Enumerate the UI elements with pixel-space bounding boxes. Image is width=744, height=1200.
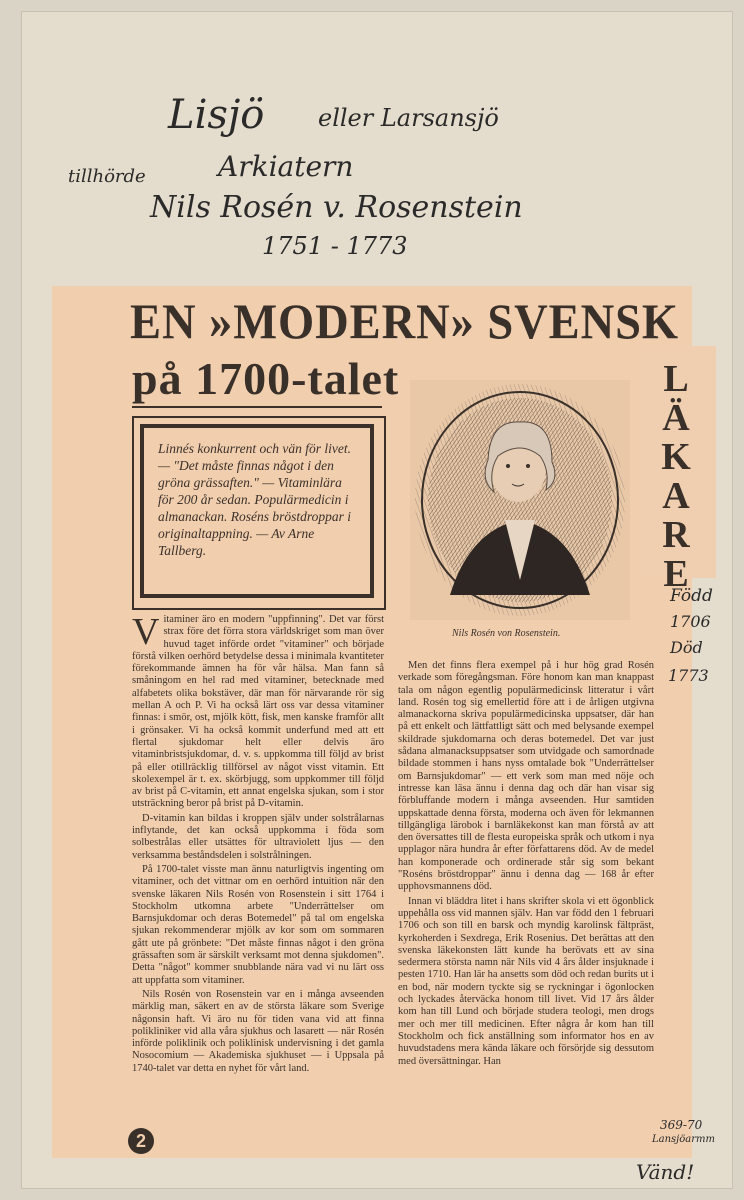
archive-label: Lansjöarmm (652, 1134, 716, 1145)
handwritten-tillhorde: tillhörde (68, 166, 146, 187)
margin-note-fodd: Född (670, 586, 713, 606)
summary-text: Linnés konkurrent och vän för livet. — "Det måste finnas något i den gröna grässaften." — Vitaminlära för 200 år sedan. Populärmedicin i almanackan. Roséns bröstdroppar i originaltappning. — Av Arne Tallberg. (158, 441, 351, 558)
handwritten-arkiatern: Arkiatern (218, 150, 354, 183)
article-column-1 (132, 614, 384, 1126)
col1-paragraph-3: På 1700-talet visste man ännu naturligtvis ingenting om vitaminer, och det vittnar om en oerhörd intuition när den svenske läkaren Nils Rosén von Rosenstein i sitt 1764 i Stockholm utkomna arbete "Underrättelser om Barnsjukdomar och deras Botemedel" på tal om engelska sjukan rekommenderar mjölk av kor som om sommaren gått ute på grönbete: "Det måste finnas något i den gröna grässaften som är särskilt verksamt mot denna sjukdomen". Detta "något" kommer snubblande nära vad vi nu lärt oss att uppfatta som vitaminer. (132, 863, 384, 986)
handwritten-years: 1751 - 1773 (262, 232, 408, 260)
archive-number: 369-70 (660, 1118, 703, 1132)
margin-note-dod: Död (670, 638, 703, 657)
col1-paragraph-4: Nils Rosén von Rosenstein var en i många avseenden märklig man, säkert en av de största läkare som Sverige någonsin haft. Vi äro nu för tiden vana vid att finna polikliniker vid alla våra sjukhus och lasarett — när Rosén införde poliklinik och poliklinisk undervisning i det gamla Nosocomium — Akademiska sjukhuset — i Uppsala på 1740-talet var detta en nyhet för vårt land. (132, 988, 384, 1074)
handwritten-title-alt: eller Larsansjö (318, 104, 499, 132)
handwritten-title-lisjo: Lisjö (168, 92, 265, 138)
drop-cap: V (132, 614, 160, 653)
page-number-badge: 2 (128, 1128, 154, 1154)
col1-paragraph-1: Vitaminer äro en modern "uppfinning". Det var först strax före det förra stora världskriget som man över huvud taget införde ordet "vitaminer" och började förstå vilken oerhörd betydelse dessa i minimala kvantiteter förekommande ämnen ha för vår hälsa. Man fann så småningom en hel rad med vitaminer, betecknade med alfabetets olika bokstäver, där man för närvarande rör sig mellan A och P. Vi ha också lärt oss var dessa vitaminer finnas: i smör, ost, mjölk kött, fisk, men kanske framför allt i grönsaker. Vi ha också kommit underfund med att ett flertal sjukdomar helt eller delvis äro vitaminbristsjukdomar, d. v. s. uppkomma till följd av brist på eller otillräcklig tillförsel av något visst vitamin. Ett skolexempel är t. ex. skörbjugg, som uppkommer till följd av brist på C-vitamin, ett annat engelska sjukan, som i stor utsträckning beror på brist på D-vitamin. (132, 614, 384, 810)
article-headline: EN »MODERN» SVENSK (130, 293, 679, 349)
portrait-image (410, 380, 630, 620)
col2-paragraph-1: Men det finns flera exempel på i hur hög grad Rosén verkade som föregångsman. Före honom kan man knappast tala om någon egentlig populärmedicinsk litteratur i vårt land. Rosén tog sig emellertid före att i de årligen utgivna almanackorna skriva populärmedicinska uppsatser, där han på ett enkelt och lättfattligt sätt och med belysande exempel skildrade sjukdomarna och deras botemedel. Det var just sådana almanacksuppsatser som utvidgade och samordnade bildade stommen i hans nyss omtalade bok "Underrättelser om Barnsjukdomar" — ett verk som man med nöje och intresse kan läsa ännu i denna dag och där han visar sig förbluffande modern i många avseenden. Hur samtiden uppskattade denna första, moderna och även för lekmannen tillgängliga lärobok i barnläkekonst kan man förstå av att den översattes till de flesta europeiska språk och utkom i nya upplagor nära hundra år efter författarens död. Av de medel han komponerade och ordinerade står sig som bekant "Roséns bröstdroppar" ännu i denna dag — 168 år efter upphovsmannens död. (398, 660, 654, 893)
col2-paragraph-2: Innan vi bläddra litet i hans skrifter skola vi ett ögonblick uppehålla oss vid mannen själv. Han var född den 1 februari 1706 och son till en barsk och myndig karolinsk fältpräst, kyrkoherden i Sexdrega, Erik Rosenius. Det berättas att den svenska läkekonsten lätt kunde ha berövats ett av sina sedermera största namn när Nils vid 4 års ålder insjuknade i pesten 1710. Han lär ha ansetts som död och redan burits ut i en bod, när modern tyckte sig se ryckningar i ögonlocken och lyckades återväcka honom till livet. Vid 17 års ålder kom han till Lund och började studera teologi, men drogs mer och mer till medicinen. Efter några år kom han till Stockholm och fick anställning som informator hos en av huvudstadens mera kända läkare och försörjde sig dessutom med översättningar. Han (398, 895, 654, 1067)
turn-page-note: Vänd! (636, 1160, 695, 1184)
portrait-engraving (410, 380, 630, 620)
article-subhead: på 1700-talet (132, 353, 400, 404)
handwritten-name: Nils Rosén v. Rosenstein (150, 190, 523, 225)
summary-box (140, 424, 374, 598)
article-column-2 (398, 660, 654, 1124)
headline-vertical: L Ä K A R E (661, 358, 691, 595)
col1-paragraph-2: D-vitamin kan bildas i kroppen själv under solstrålarnas inflytande, det kan också uppkomma i föda som solbestrålas eller utsättes för ultraviolett ljus — den verksamma beståndsdelen i solstrålningen. (132, 812, 384, 861)
margin-note-death-year: 1773 (668, 666, 709, 685)
portrait-caption: Nils Rosén von Rosenstein. (452, 628, 561, 639)
margin-note-birth-year: 1706 (670, 612, 711, 631)
article-subhead-rule (132, 406, 382, 408)
